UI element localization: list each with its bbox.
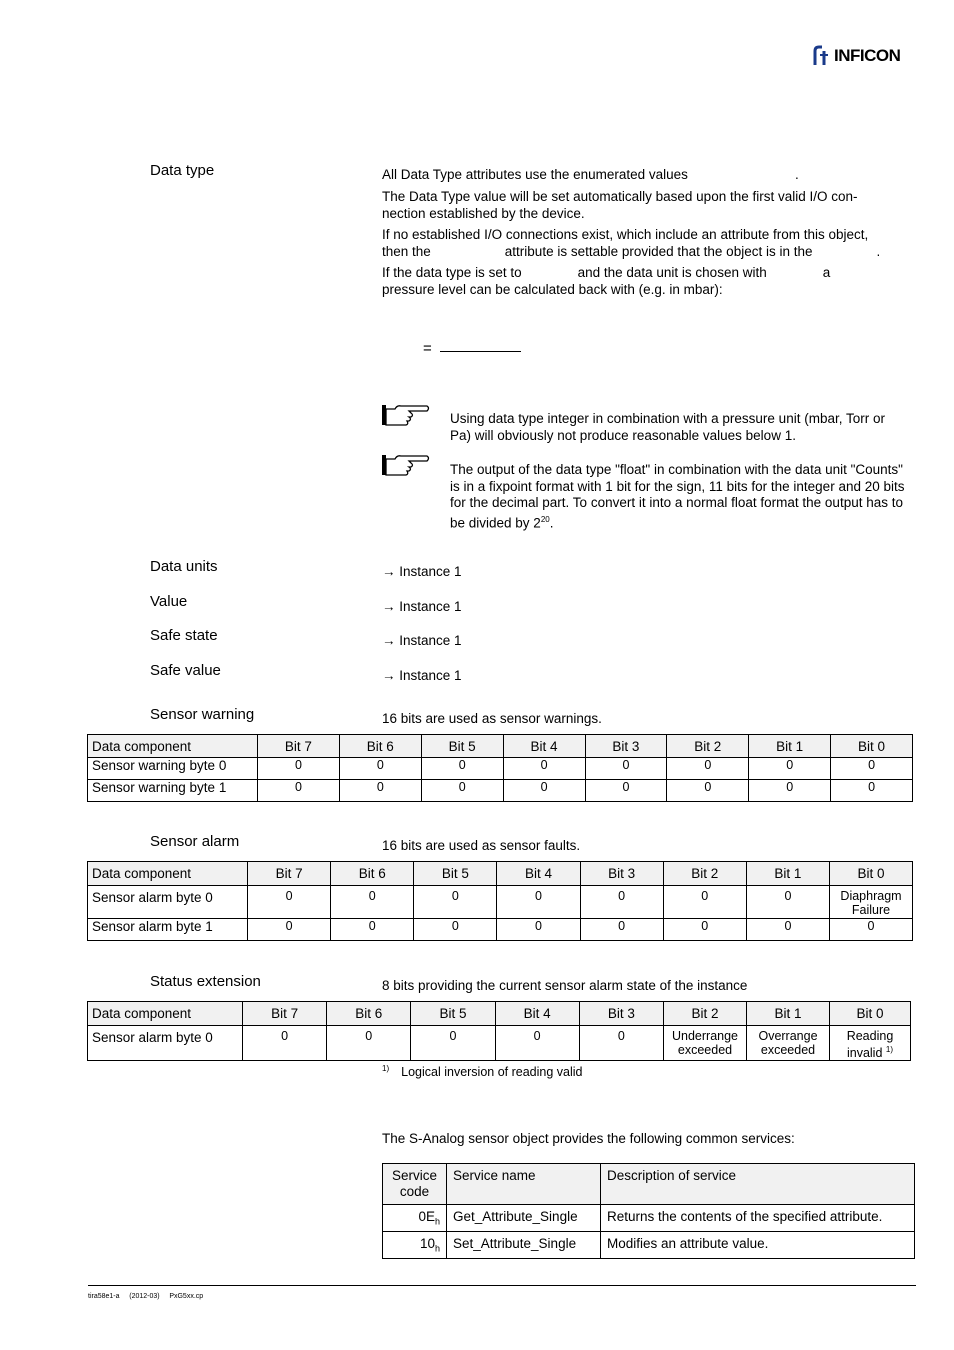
data-type-para-2: The Data Type value will be set automatically based upon the first valid I/O con- nection established by the device. xyxy=(382,189,858,221)
sensor-alarm-table xyxy=(87,861,913,941)
safe-state-value: → Instance 1 xyxy=(382,633,462,648)
note-2: The output of the data type "float" in combination with the data unit "Counts" is in a fixpoint format with 1 bit for the sign, 11 bits for the integer and 20 bits for the decimal part. To convert it into a normal float format the output has to be divided by $2^{20}$. xyxy=(450,462,905,530)
reading-invalid-cell: Reading invalid $^{1)}$ xyxy=(830,1026,911,1061)
table-header-row: Data component Bit 7 Bit 6 Bit 5 Bit 4 Bit 3 Bit 2 Bit 1 Bit 0 xyxy=(88,1002,911,1026)
sensor-warning-table xyxy=(87,734,913,802)
sensor-alarm-label: Sensor alarm xyxy=(150,833,240,850)
inficon-logo xyxy=(812,44,900,68)
safe-value-label: Safe value xyxy=(150,662,221,679)
data-type-para-3: If no established I/O connections exist, which include an attribute from this object, then the attribute is settable provided that the object is in the . xyxy=(382,227,881,259)
data-type-para-4: If the data type is set to and the data unit is chosen with a pressure level can be calculated back with (e.g. in mbar): xyxy=(382,265,831,297)
table-row: $0E_h$ Get_Attribute_Single Returns the contents of the specified attribute. xyxy=(383,1205,915,1232)
table-row: Sensor warning byte 0 0 0 0 0 0 0 0 0 xyxy=(88,758,913,780)
data-type-label: Data type xyxy=(150,162,215,179)
status-extension-table xyxy=(87,1001,911,1061)
value-label: Value xyxy=(150,593,188,610)
inficon-logo-icon xyxy=(812,45,832,67)
footer-divider xyxy=(88,1285,916,1286)
table-row: $10_h$ Set_Attribute_Single Modifies an attribute value. xyxy=(383,1232,915,1259)
logo-text: INFICON xyxy=(834,46,901,65)
table-row: Sensor alarm byte 1 0 0 0 0 0 0 0 0 xyxy=(88,919,913,941)
table-header-row: Data component Bit 7 Bit 6 Bit 5 Bit 4 Bit 3 Bit 2 Bit 1 Bit 0 xyxy=(88,862,913,886)
table-row: Sensor alarm byte 0 0 0 0 0 0 0 0 Diaphragm Failure xyxy=(88,886,913,919)
sensor-alarm-desc: 16 bits are used as sensor faults. xyxy=(382,838,581,853)
pointing-hand-icon xyxy=(381,453,431,477)
equation-fraction-line xyxy=(440,351,521,352)
table-header-row: Service code Service name Description of service xyxy=(383,1164,915,1205)
note-1: Using data type integer in combination with a pressure unit (mbar, Torr or Pa) will obviously not produce reasonable values below 1. xyxy=(450,411,885,443)
pointing-hand-icon xyxy=(381,403,431,427)
table-row: Sensor warning byte 1 0 0 0 0 0 0 0 0 xyxy=(88,780,913,802)
data-units-label: Data units xyxy=(150,558,218,575)
services-table xyxy=(382,1163,915,1259)
status-extension-label: Status extension xyxy=(150,973,261,990)
equation-sign: = xyxy=(423,340,432,357)
safe-value-value: → Instance 1 xyxy=(382,668,462,683)
table-header-row: Data component Bit 7 Bit 6 Bit 5 Bit 4 Bit 3 Bit 2 Bit 1 Bit 0 xyxy=(88,735,913,758)
footnote: $^{1)}$ Logical inversion of reading valid xyxy=(382,1064,583,1080)
safe-state-label: Safe state xyxy=(150,627,218,644)
data-units-value: → Instance 1 xyxy=(382,564,462,579)
status-extension-desc: 8 bits providing the current sensor alarm state of the instance xyxy=(382,978,748,993)
value-value: → Instance 1 xyxy=(382,599,462,614)
services-intro: The S-Analog sensor object provides the following common services: xyxy=(382,1131,795,1146)
sensor-warning-desc: 16 bits are used as sensor warnings. xyxy=(382,711,602,726)
table-row: Sensor alarm byte 0 0 0 0 0 0 Underrange exceeded Overrange exceeded Reading invalid $^{1)}$ xyxy=(88,1026,911,1061)
data-type-para-1: All Data Type attributes use the enumerated values . xyxy=(382,167,799,182)
sensor-warning-label: Sensor warning xyxy=(150,706,255,723)
footer-text: tira58e1-a (2012-03) PxG5xx.cp xyxy=(88,1293,204,1300)
